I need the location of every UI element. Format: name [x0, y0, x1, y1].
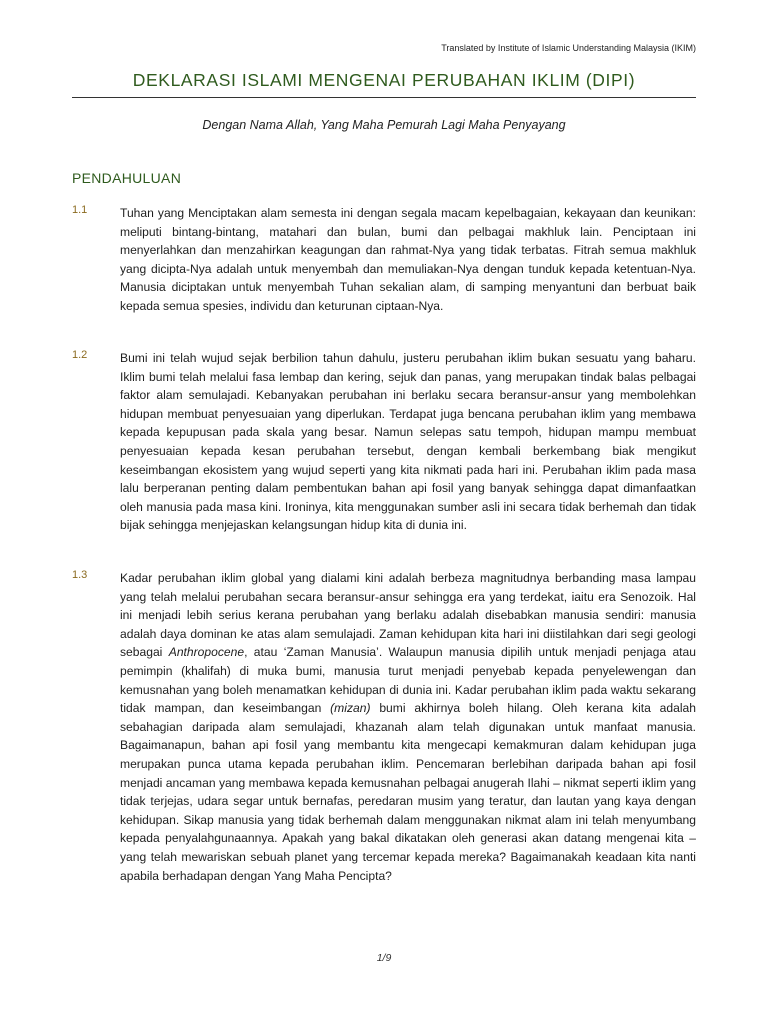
translator-note: Translated by Institute of Islamic Understanding Malaysia (IKIM) — [441, 43, 696, 53]
paragraph-text: Tuhan yang Menciptakan alam semesta ini dengan segala macam kepelbagaian, kekayaan dan keunikan: meliputi bintang-bintang, matahari dan bulan, bumi dan pelbagai makhluk lain. Penciptaan ini menyerlahkan dan menzahirkan keagungan dan rahmat-Nya yang tidak terbatas. Fitrah semua makhluk yang dicipta-Nya adalah untuk menyembah dan memuliakan-Nya dengan tunduk kepada ketentuan-Nya. Manusia diciptakan untuk menyembah Tuhan sekalian alam, di samping menyantuni dan berbuat baik kepada semua spesies, individu dan keturunan ciptaan-Nya. — [120, 206, 696, 313]
paragraph-text: Bumi ini telah wujud sejak berbilion tahun dahulu, justeru perubahan iklim bukan sesuatu yang baharu. Iklim bumi telah melalui fasa lembap dan kering, sejuk dan panas, yang merupakan tindak balas pelbagai faktor alam semulajadi. Kebanyakan perubahan ini berlaku secara beransur-ansur yang membolehkan hidupan membuat penyesuaian yang diperlukan. Terdapat juga bencana perubahan iklim yang membawa kepada kepupusan pada skala yang besar. Namun selepas satu tempoh, hidupan mampu membuat penyesuaian kepada kesan perubahan tersebut, dengan kembali berkembang biak mengikut keseimbangan ekosistem yang wujud seperti yang kita nikmati pada hari ini. Perubahan iklim pada masa lalu berperanan penting dalam pembentukan bahan api fosil yang banyak sehingga dapat dimanfaatkan oleh manusia pada masa kini. Ironinya, kita menggunakan sumber asli ini secara tidak berhemah dan tidak bijak sehingga menjejaskan kelangsungan hidup kita di dunia ini. — [120, 351, 696, 533]
document-subtitle: Dengan Nama Allah, Yang Maha Pemurah Lagi Maha Penyayang — [202, 118, 566, 132]
page-number: 1/9 — [376, 952, 392, 964]
paragraph-1-1 — [72, 204, 696, 316]
italic-term-mizan: (mizan) — [330, 701, 371, 716]
paragraph-number: 1.2 — [72, 349, 88, 361]
document-title: DEKLARASI ISLAMI MENGENAI PERUBAHAN IKLIM (DIPI) — [72, 70, 696, 98]
paragraph-text — [120, 569, 696, 885]
paragraph-text-part: , atau ‘Zaman Manusia’. Walaupun manusia dipilih untuk menjadi penjaga atau pemimpin (khalifah) di muka bumi, manusia turut menjadi penyebab kepada penyelewengan dan kemusnahan yang boleh menamatkan kehidupan di dunia ini. Kadar perubahan iklim pada waktu sekarang tidak mampan, dan keseimbangan — [120, 645, 696, 716]
paragraph-1-3 — [72, 569, 696, 885]
section-heading: PENDAHULUAN — [72, 170, 182, 186]
italic-term-anthropocene: Anthropocene — [168, 645, 245, 660]
paragraph-text-part: Kadar perubahan iklim global yang dialami kini adalah berbeza magnitudnya berbanding masa lampau yang telah melalui perubahan secara beransur-ansur sehingga era yang terdekat, iaitu era Senozoik. Hal ini menjadi lebih serius kerana perubahan yang berlaku adalah disebabkan manusia sendiri: manusia adalah daya dominan ke atas alam semulajadi. Zaman kehidupan kita hari ini diistilahkan dari segi geologi sebagai — [120, 571, 696, 660]
paragraph-1-2 — [72, 349, 696, 535]
paragraph-number: 1.1 — [72, 204, 88, 216]
paragraph-number: 1.3 — [72, 569, 88, 581]
paragraph-text-part: bumi akhirnya boleh hilang. Oleh kerana kita adalah sebahagian daripada alam semulajadi, khazanah alam telah digunakan untuk manfaat manusia. Bagaimanapun, bahan api fosil yang membantu kita mengecapi kemakmuran dalam kehidupan juga merupakan punca utama kepada perubahan iklim. Pencemaran berlebihan daripada bahan api fosil menjadi ancaman yang membawa kepada kemusnahan pelbagai anugerah Ilahi – nikmat seperti iklim yang tidak terjejas, udara segar untuk bernafas, peredaran musim yang teratur, dan lautan yang kaya dengan kehidupan. Sikap manusia yang tidak berhemah dalam menggunakan nikmat alam ini telah menyumbang kepada penyalahgunaannya. Apakah yang bakal dikatakan oleh generasi akan datang mengenai kita – yang telah mewariskan sebuah planet yang tercemar kepada mereka? Bagaimanakah keadaan kita nanti apabila berhadapan dengan Yang Maha Pencipta? — [120, 701, 696, 883]
